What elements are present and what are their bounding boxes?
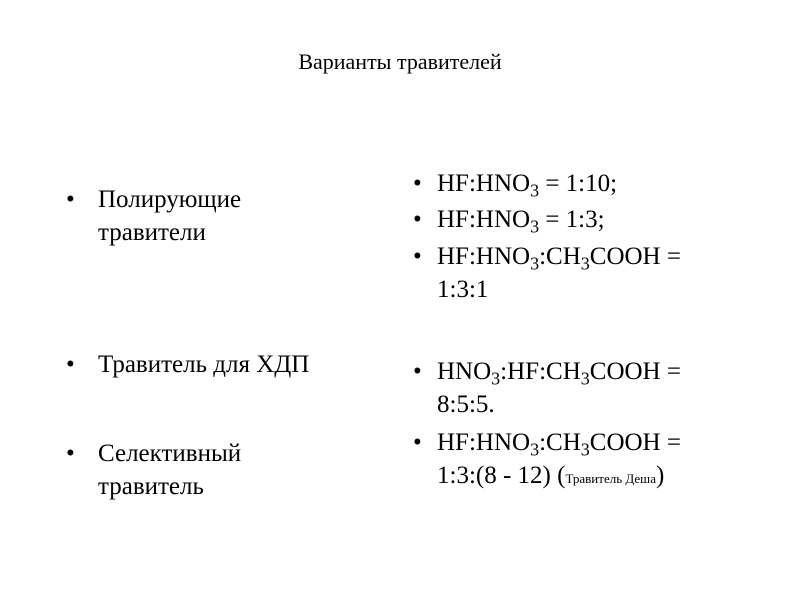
formula-item (413, 240, 713, 306)
bullet-icon: • (413, 358, 422, 385)
bullet-icon: • (66, 440, 75, 467)
formula-text: $HNO_3:HF:CH_3COOH$ = 8:5:5. (437, 358, 681, 418)
bullet-text-line: травители (98, 219, 206, 246)
formula-text: $HF:HNO_3$ = 1:10; (437, 170, 618, 201)
bullet-icon: • (413, 170, 422, 197)
formula-text: $HF:HNO_3$ = 1:3; (437, 206, 605, 237)
bullet-text-line: Полирующие (98, 186, 242, 213)
bullet-hdp-etchant (66, 348, 376, 381)
slide-title: Варианты травителей (298, 49, 502, 74)
bullet-selective-etchant (66, 437, 376, 503)
formula-item (413, 426, 713, 495)
formula-text: $HF:HNO_3:CH_3COOH$ = 1:3:(8 - 12) (Травитель Деша) (437, 429, 681, 489)
formula-text: $HF:HNO_3:CH_3COOH$ = 1:3:1 (437, 243, 681, 303)
bullet-icon: • (413, 206, 422, 233)
bullet-icon: • (413, 429, 422, 456)
etchant-note: Травитель Деша (565, 471, 656, 486)
bullet-text-line: Селективный (98, 440, 242, 467)
bullet-icon: • (66, 186, 75, 213)
formula-item (413, 355, 713, 421)
bullet-text-line: травитель (98, 473, 204, 500)
bullet-text: Травитель для ХДП (98, 351, 310, 378)
bullet-text (66, 437, 376, 503)
bullet-icon: • (413, 243, 422, 270)
bullet-polishing-etchants (66, 183, 376, 249)
formula-item (413, 203, 713, 236)
formula-item (413, 167, 713, 200)
bullet-text (66, 183, 376, 249)
bullet-icon: • (66, 351, 75, 378)
